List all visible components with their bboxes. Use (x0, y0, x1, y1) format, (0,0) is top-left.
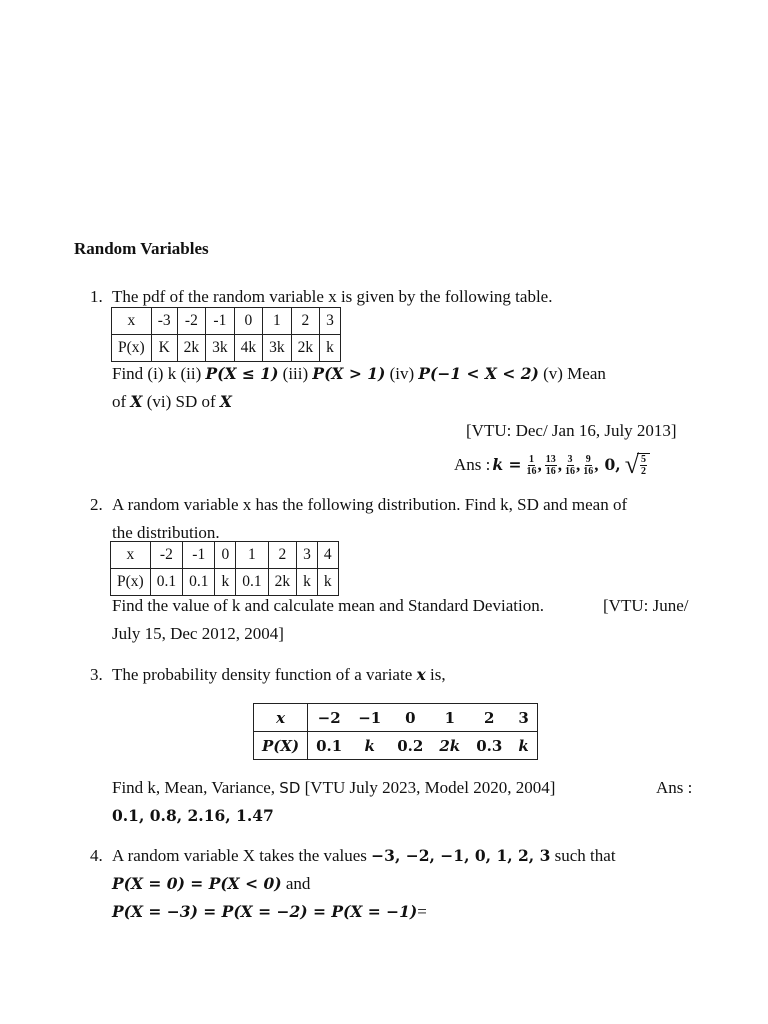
q1-ans-zero: 0, (604, 455, 621, 474)
q3-text: is, (425, 665, 446, 684)
q3-number: 3. (90, 665, 103, 684)
table-cell: 2 (291, 308, 320, 335)
table-cell: k (317, 569, 338, 596)
q2-line-1: A random variable x has the following distribution. Find k, SD and mean of (112, 495, 628, 514)
answer-fraction (527, 454, 537, 477)
q1-math-2: P(X > 1) (312, 364, 386, 383)
denominator: 2 (640, 466, 646, 478)
table-cell: 4k (234, 335, 263, 362)
table-cell: 0 (405, 708, 416, 727)
table-cell: 0.3 (468, 732, 510, 760)
numerator: 9 (585, 453, 591, 465)
table-cell: 2k (291, 335, 320, 362)
q3-sd: SD (279, 779, 301, 797)
denominator: 16 (583, 465, 594, 477)
q1-number: 1. (90, 287, 103, 306)
table-cell: 2k (177, 335, 206, 362)
q3-distribution-table (253, 703, 538, 760)
q1-find-line (112, 363, 606, 385)
section-heading: Random Variables (74, 239, 209, 258)
q3-text: The probability density function of a variate (112, 665, 417, 684)
table-cell: k (297, 569, 318, 596)
q1-math-x: X (219, 392, 232, 411)
denominator: 16 (545, 465, 556, 477)
table-header-cell: P(x) (111, 569, 151, 596)
table-cell: 0.1 (308, 732, 351, 760)
q1-reference: [VTU: Dec/ Jan 16, July 2013] (466, 421, 677, 440)
q4-number: 4. (90, 846, 103, 865)
answer-fraction (545, 454, 557, 477)
q2-line-4: July 15, Dec 2012, 2004] (112, 624, 284, 643)
q1-line2-text: of (112, 392, 131, 411)
table-cell: -1 (206, 308, 235, 335)
q3-find-ref: [VTU July 2023, Model 2020, 2004] (300, 778, 556, 797)
q1-find-line-2 (112, 391, 232, 413)
table-cell: 3k (206, 335, 235, 362)
table-cell: 2 (268, 542, 297, 569)
q1-find-text: Find (i) k (ii) (112, 364, 206, 383)
table-cell: -3 (151, 308, 177, 335)
table-cell: −2 (317, 708, 341, 727)
comma: , (557, 455, 562, 474)
q1-find-text: (iii) (278, 364, 313, 383)
q2-line-3: Find the value of k and calculate mean and Standard Deviation. (112, 596, 544, 615)
table-row (254, 732, 538, 760)
table-cell: k (350, 732, 389, 760)
table-row (112, 335, 341, 362)
table-cell: 2 (484, 708, 495, 727)
q4-text: A random variable X takes the values (112, 846, 372, 865)
q2-number: 2. (90, 495, 103, 514)
sqrt-symbol (625, 452, 650, 478)
q1-ans-fractions (526, 454, 601, 477)
q3-find-line (112, 777, 555, 799)
numerator: 3 (567, 453, 573, 465)
q2-reference-1: [VTU: June/ (603, 596, 689, 615)
q1-intro: The pdf of the random variable x is given by the following table. (112, 287, 553, 306)
comma: , (576, 455, 581, 474)
answer-fraction (565, 454, 575, 477)
q3-line-1 (112, 664, 446, 686)
table-cell: -2 (150, 542, 182, 569)
comma: , (537, 455, 542, 474)
table-cell: K (151, 335, 177, 362)
table-cell: k (320, 335, 341, 362)
table-row (112, 308, 341, 335)
table-cell: 3k (263, 335, 292, 362)
table-header-cell: x (112, 308, 152, 335)
q1-math-1: P(X ≤ 1) (205, 364, 279, 383)
q4-text: such that (550, 846, 616, 865)
q1-ans-k: k = (492, 455, 522, 474)
table-header-cell: x (111, 542, 151, 569)
q1-answer (454, 449, 650, 481)
q2-line-2: the distribution. (112, 523, 220, 542)
q4-line-2 (112, 873, 310, 895)
q1-ans-label: Ans : (454, 455, 491, 474)
comma: , (594, 455, 599, 474)
table-cell: 3 (320, 308, 341, 335)
table-row (111, 569, 339, 596)
table-row (254, 704, 538, 732)
sqrt-radicand (637, 453, 650, 478)
numerator: 5 (640, 454, 646, 466)
q4-line-1 (112, 845, 616, 867)
q3-find-text: Find k, Mean, Variance, (112, 778, 280, 797)
denominator: 16 (526, 465, 537, 477)
table-cell: 0.1 (236, 569, 268, 596)
q1-math-3: P(−1 < X < 2) (418, 364, 539, 383)
q1-distribution-table (111, 307, 341, 362)
q1-find-text: (v) Mean (538, 364, 606, 383)
table-header-cell: P(x) (112, 335, 152, 362)
q3-ans-values: 0.1, 0.8, 2.16, 1.47 (112, 806, 274, 825)
numerator: 13 (545, 453, 556, 465)
q4-math-values: −3, −2, −1, 0, 1, 2, 3 (371, 846, 551, 865)
table-cell: 3 (518, 708, 529, 727)
table-cell: 2k (268, 569, 297, 596)
q4-line-3 (112, 901, 427, 923)
q4-math-eq2: P(X = −3) = P(X = −2) = P(X = −1) (112, 902, 418, 921)
table-cell: 0.2 (389, 732, 431, 760)
q4-text: = (417, 902, 427, 921)
table-header-cell: P(X) (254, 732, 308, 760)
table-cell: 1 (263, 308, 292, 335)
table-cell: 1 (236, 542, 268, 569)
table-cell: 0 (215, 542, 236, 569)
table-cell: −1 (358, 708, 382, 727)
table-row (111, 542, 339, 569)
q4-text: and (281, 874, 311, 893)
q1-line2-text: (vi) SD of (142, 392, 220, 411)
answer-fraction (583, 454, 593, 477)
table-cell: k (510, 732, 537, 760)
table-cell: 4 (317, 542, 338, 569)
q1-math-x: X (130, 392, 143, 411)
table-header-cell: x (254, 704, 308, 732)
radical-icon: √ (624, 450, 639, 479)
table-cell: 0.1 (183, 569, 215, 596)
q2-distribution-table (110, 541, 339, 596)
q1-find-text: (iv) (385, 364, 419, 383)
table-cell: k (215, 569, 236, 596)
q3-ans-label: Ans : (656, 778, 693, 797)
table-cell: 0.1 (150, 569, 182, 596)
q3-math-x: x (416, 665, 426, 684)
sqrt-fraction (640, 454, 647, 477)
q4-math-eq1: P(X = 0) = P(X < 0) (112, 874, 282, 893)
numerator: 1 (529, 453, 534, 465)
table-cell: -1 (183, 542, 215, 569)
table-cell: 1 (444, 708, 455, 727)
table-cell: 2k (431, 732, 468, 760)
table-cell: 0 (234, 308, 263, 335)
denominator: 16 (565, 465, 575, 477)
table-cell: 3 (297, 542, 318, 569)
table-cell: -2 (177, 308, 206, 335)
